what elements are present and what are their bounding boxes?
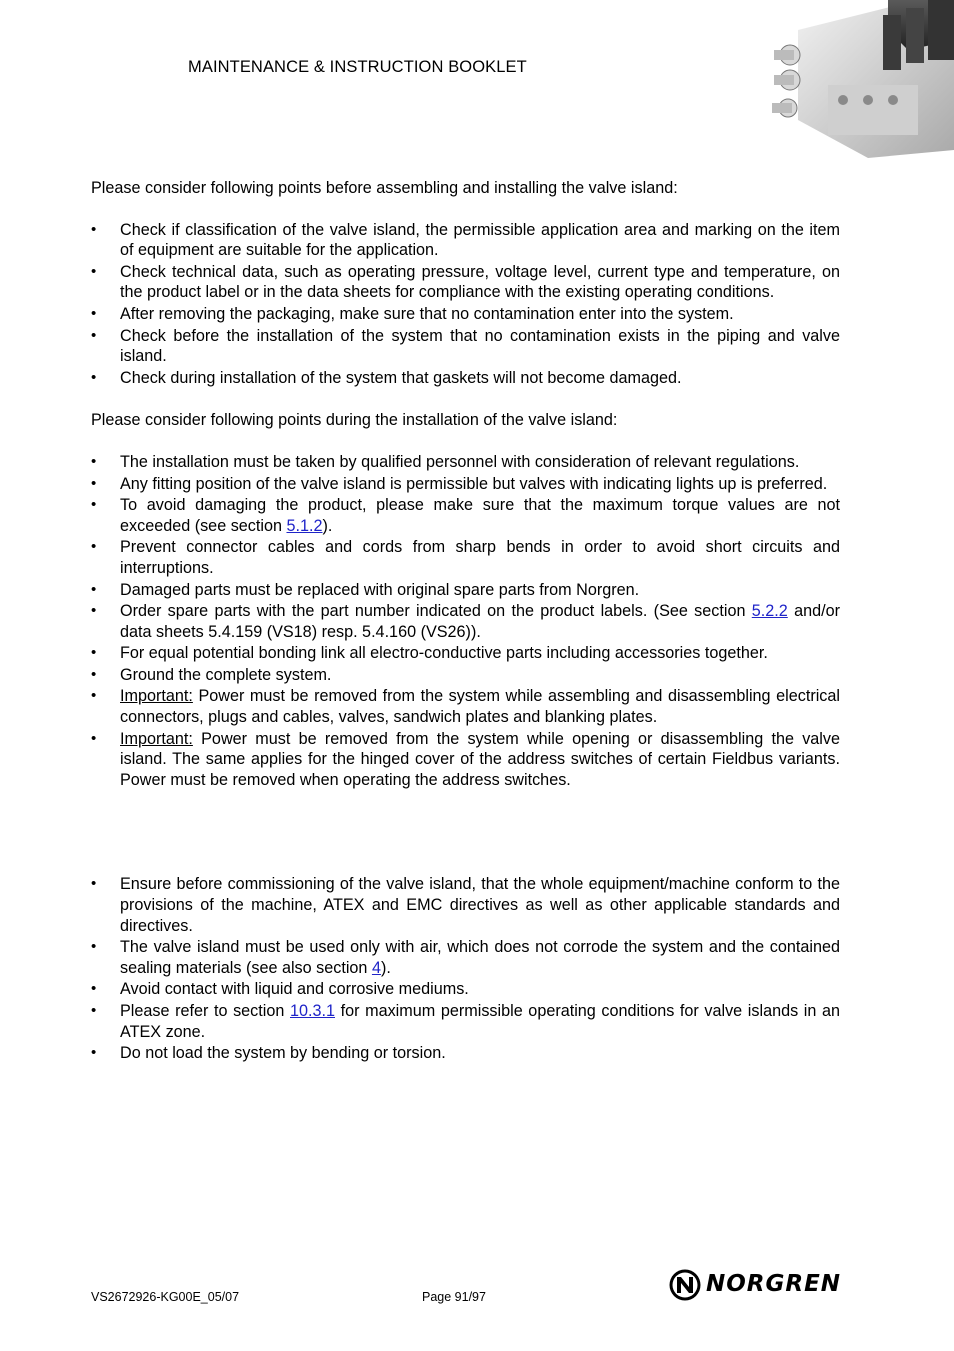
norgren-logo — [668, 1267, 844, 1303]
important-label: Important: — [120, 729, 193, 748]
list-item: • Order spare parts with the part number indicated on the product labels. (See section 5.2.2 and/or data sheets 5.4.159 (VS18) resp. 5.4.160 (VS26)). — [91, 601, 840, 642]
list-item: • Any fitting position of the valve island is permissible but valves with indicating lights up is preferred. — [91, 474, 840, 495]
assembly-list — [91, 220, 840, 389]
valve-island-image — [768, 0, 954, 158]
list-item: • Avoid contact with liquid and corrosive mediums. — [91, 979, 840, 1000]
list-item: • Check if classification of the valve island, the permissible application area and marking on the item of equipment are suitable for the application. — [91, 220, 840, 261]
important-label: Important: — [120, 687, 193, 706]
commissioning-list — [91, 874, 840, 1063]
section-link-10-3-1[interactable]: 10.3.1 — [289, 1002, 335, 1020]
list-item: • Check during installation of the system that gaskets will not become damaged. — [91, 368, 840, 389]
list-item: • Please refer to section 10.3.1 for maximum permissible operating conditions for valve islands in an ATEX zone. — [91, 1001, 840, 1042]
installation-list — [91, 452, 840, 791]
document-id: VS2672926-KG00E_05/07 — [91, 1290, 240, 1304]
list-item: • Prevent connector cables and cords from sharp bends in order to avoid short circuits and interruptions. — [91, 537, 840, 578]
section-link-5-1-2[interactable]: 5.1.2 — [286, 516, 323, 535]
page-number: Page 91/97 — [422, 1290, 486, 1304]
list-item: • To avoid damaging the product, please make sure that the maximum torque values are not exceeded (see section 5.1.2). — [91, 495, 840, 536]
section-link-4[interactable]: 4 — [371, 958, 381, 977]
list-item: • Ensure before commissioning of the valve island, that the whole equipment/machine conform to the provisions of the machine, ATEX and EMC directives as well as other applicable standards and directives. — [91, 874, 840, 936]
installation-intro: Please consider following points during the installation of the valve island: — [91, 411, 618, 430]
section-link-5-2-2[interactable]: 5.2.2 — [751, 602, 788, 621]
list-item: • Check before the installation of the system that no contamination exists in the piping and valve island. — [91, 326, 840, 367]
list-item: • Important: Power must be removed from the system while opening or disassembling the valve island. The same applies for the hinged cover of the address switches of certain Fieldbus variants. Power must be removed when operating the address switches. — [91, 729, 840, 791]
list-item: • The installation must be taken by qualified personnel with consideration of relevant regulations. — [91, 452, 840, 473]
list-item: • Damaged parts must be replaced with original spare parts from Norgren. — [91, 580, 840, 601]
list-item: • Ground the complete system. — [91, 665, 840, 686]
document-body — [91, 178, 840, 1065]
list-item: • Check technical data, such as operating pressure, voltage level, current type and temperature, on the product label or in the data sheets for compliance with the existing operating conditions. — [91, 262, 840, 303]
assembly-intro: Please consider following points before assembling and installing the valve island: — [91, 179, 678, 197]
norgren-logo-icon — [668, 1268, 702, 1302]
list-item: • For equal potential bonding link all electro-conductive parts including accessories together. — [91, 643, 840, 664]
list-item: • Do not load the system by bending or torsion. — [91, 1043, 840, 1064]
page-header-title: MAINTENANCE & INSTRUCTION BOOKLET — [188, 58, 527, 76]
list-item: • The valve island must be used only with air, which does not corrode the system and the contained sealing materials (see also section 4). — [91, 937, 840, 978]
norgren-logo-text: NORGREN — [706, 1271, 842, 1297]
list-item: • After removing the packaging, make sure that no contamination enter into the system. — [91, 304, 840, 325]
list-item: • Important: Power must be removed from the system while assembling and disassembling electrical connectors, plugs and cables, valves, sandwich plates and blanking plates. — [91, 686, 840, 727]
